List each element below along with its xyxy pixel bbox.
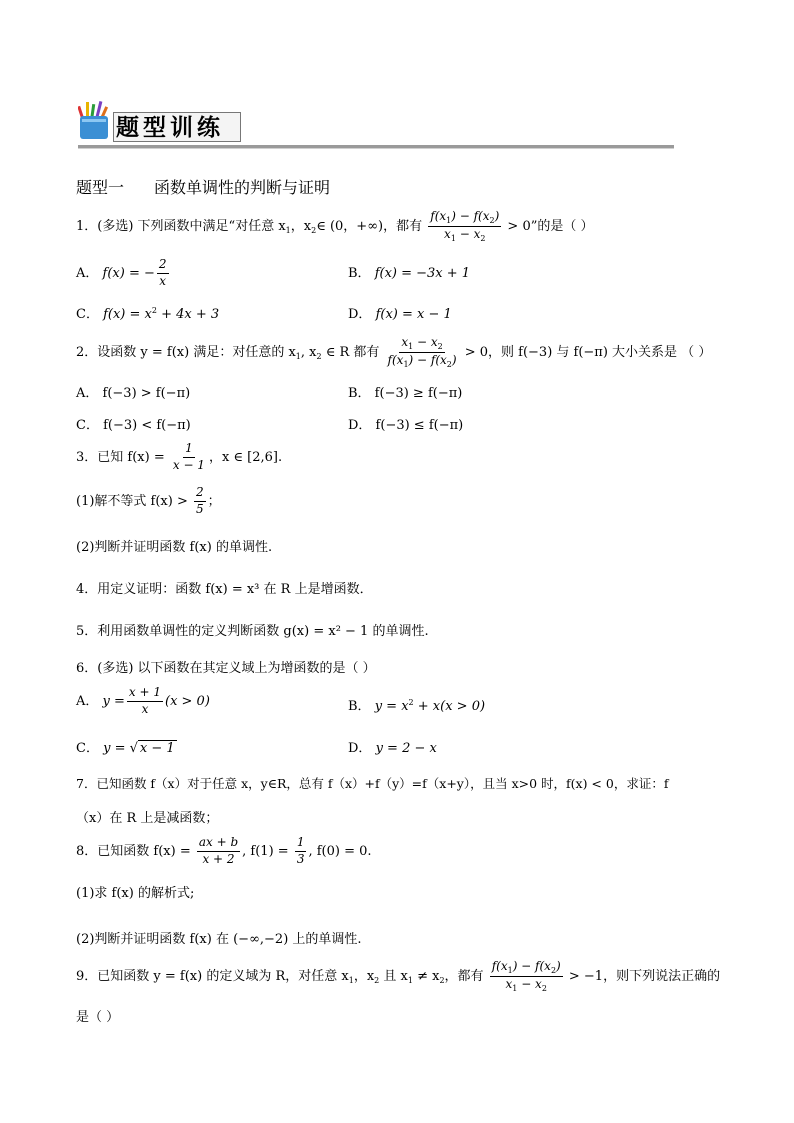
question-7-line-1: 7．已知函数 f（x）对于任意 x，y∈R，总有 f（x）+f（y）=f（x+y），且当 x>0 时，f(x) < 0，求证：f: [76, 776, 669, 791]
q8-part-2: (2)判断并证明函数 f(x) 在 (−∞,−2) 上的单调性.: [76, 932, 362, 947]
question-7-line-2: （x）在 R 上是减函数；: [76, 811, 219, 826]
q3-part-2: (2)判断并证明函数 f(x) 的单调性.: [76, 540, 273, 555]
question-9-line-2: 是（ ）: [76, 1010, 120, 1025]
question-9: 9．已知函数 y = f(x) 的定义域为 R，对任意 $x_1$，$x_2$ 且 $x_1 \ne x_2$，都有 $\frac{f(x_1) - f(x_2)}{x_1 - x_2}$ > −1，则下列说法正确的: [76, 959, 721, 994]
q6-option-a: A． y = $\frac{x + 1}{x}$ (x > 0): [76, 685, 210, 716]
question-6: 6．(多选) 以下函数在其定义域上为增函数的是（ ）: [76, 661, 376, 676]
q3-part-1: (1)解不等式 f(x) > $\frac{2}{5}$ ；: [76, 485, 221, 516]
pencil-cup-icon: [78, 100, 112, 140]
q6-option-b: B． $y = x^2 + x(x > 0)$: [348, 698, 486, 714]
q1-option-a: A． f(x) = − $\frac{2}{x}$: [76, 257, 167, 288]
q2-fraction: $\frac{x_1 - x_2}{f(x_1) - f(x_2)}$: [387, 335, 457, 370]
q1-fraction: $\frac{f(x_1) - f(x_2)}{x_1 - x_2}$: [430, 209, 500, 244]
section-label: 题型一: [76, 178, 125, 197]
question-1: 1．(多选) 下列函数中满足“对任意 $x_1$，$x_2\in$ (0，+∞)，都有 $\frac{f(x_1) - f(x_2)}{x_1 - x_2}$ > 0”的是（ ）: [76, 209, 594, 244]
question-3: 3．已知 f(x) = $\frac{1}{x - 1}$ ，x ∈ [2,6].: [76, 441, 283, 472]
q1-option-d: D． f(x) = x − 1: [348, 307, 452, 322]
q2-option-b: B． f(−3) ≥ f(−π): [348, 386, 463, 401]
q2-option-a: A． f(−3) > f(−π): [76, 386, 191, 401]
q2-option-d: D． f(−3) ≤ f(−π): [348, 418, 464, 433]
q8-part-1: (1)求 f(x) 的解析式;: [76, 886, 195, 901]
question-5: 5．利用函数单调性的定义判断函数 g(x) = x² − 1 的单调性.: [76, 624, 429, 639]
q9-fraction: $\frac{f(x_1) - f(x_2)}{x_1 - x_2}$: [491, 959, 561, 994]
question-8: 8．已知函数 f(x) = $\frac{ax + b}{x + 2}$ , f(1) = $\frac{1}{3}$ , f(0) = 0.: [76, 835, 372, 866]
header-rule: [78, 145, 674, 149]
q1-option-b: B． f(x) = −3x + 1: [348, 266, 471, 281]
section-heading: [76, 175, 330, 198]
question-4: 4．用定义证明：函数 f(x) = x³ 在 R 上是增函数．: [76, 582, 373, 597]
q2-option-c: C． f(−3) < f(−π): [76, 418, 191, 433]
q6-option-d: D． y = 2 − x: [348, 741, 437, 756]
q1-option-c: C． $f(x) = x^2 + 4x + 3$: [76, 306, 220, 322]
header-title: 题型训练: [113, 112, 241, 142]
question-2: 2．设函数 y = f(x) 满足：对任意的 $x_1$, $x_2$ ∈ R 都有 $\frac{x_1 - x_2}{f(x_1) - f(x_2)}$ > 0，则 f(−3) 与 f(−π) 大小关系是 （ ）: [76, 335, 712, 370]
q6-option-c: C． y = √ x − 1: [76, 741, 175, 756]
section-title: 函数单调性的判断与证明: [154, 178, 331, 197]
